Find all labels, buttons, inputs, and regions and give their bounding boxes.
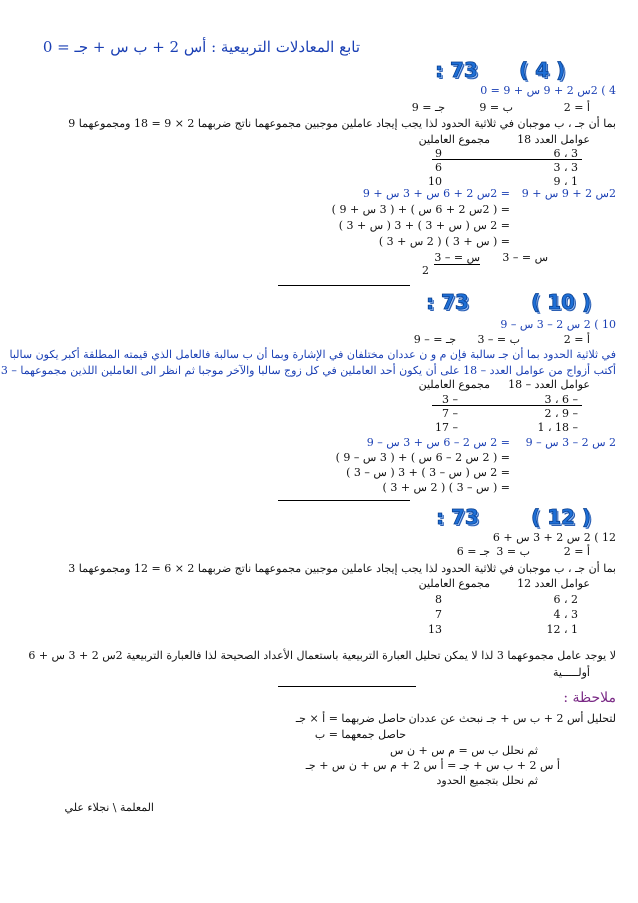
problem-10-pair-row: – 9 ، 2 <box>544 407 578 420</box>
problem-10-pair-row: – 18 ، 1 <box>537 421 578 434</box>
problem-4-coef-c: جـ = 9 <box>411 101 445 114</box>
problem-10-page-badge: : 73 <box>426 290 469 314</box>
problem-10-sum-header: مجموع العاملين <box>418 378 490 391</box>
problem-4-reasoning: بما أن جـ ، ب موجبان في ثلاثية الحدود لذا يجب إيجاد عاملين موجبين مجموعهما ناتج ضربهما 2 × 9 = 18 ومجموعهما 9 <box>68 117 616 130</box>
problem-12-number-badge: ( 12 ) <box>531 505 592 529</box>
section-divider <box>278 285 410 286</box>
problem-12-factors-header: عوامل العدد 12 <box>517 577 590 590</box>
problem-10-coef-c: جـ = – 9 <box>413 333 456 346</box>
table-divider <box>432 405 582 406</box>
note-line-4: أ س 2 + ب س + جـ = أ س 2 + م س + ن س + جـ <box>305 759 560 772</box>
problem-4-equation: 4 ) 2س 2 + 9 س + 9 = 0 <box>480 84 616 97</box>
problem-10-coef-b: ب = – 3 <box>477 333 520 346</box>
problem-12-pair-row: 2 ، 6 <box>553 593 578 606</box>
problem-4-root-2-denominator: 2 <box>422 264 429 277</box>
problem-10-step-2: = ( 2 س 2 – 6 س ) + ( 3 س – 9 ) <box>335 451 510 464</box>
problem-4-sum-header: مجموع العاملين <box>418 133 490 146</box>
problem-10-sum-cell: – 7 <box>442 407 458 420</box>
note-heading: ملاحظة : <box>563 690 616 706</box>
note-line-1-product: حاصل ضربهما = أ × جـ <box>295 712 406 725</box>
problem-4-coef-b: ب = 9 <box>479 101 513 114</box>
problem-4-step-2: = ( 2س 2 + 6 س ) + ( 3 س + 9 ) <box>331 203 510 216</box>
problem-4-sum-cell: 6 <box>435 161 442 174</box>
section-divider <box>278 500 410 501</box>
problem-10-coef-a: أ = 2 <box>563 333 590 346</box>
note-line-5: ثم نحلل بتجميع الحدود <box>436 774 538 787</box>
problem-4-step-1a: 2س 2 + 9 س + 9 <box>521 187 616 200</box>
problem-10-pair-row: – 6 ، 3 <box>544 393 578 406</box>
note-line-2-sum: حاصل جمعهما = ب <box>314 728 406 741</box>
problem-12-prime-label: أولـــــية <box>552 666 590 679</box>
problem-10-step-4: = ( س – 3 ) ( 2 س + 3 ) <box>382 481 510 494</box>
problem-12-coef-b: ب = 3 <box>496 545 530 558</box>
problem-4-number-badge: ( 4 ) <box>519 58 566 82</box>
problem-4-pair-row: 1 ، 9 <box>553 175 578 188</box>
problem-4-step-4: = ( س + 3 ) ( 2 س + 3 ) <box>378 235 510 248</box>
problem-4-coef-a: أ = 2 <box>563 101 590 114</box>
problem-12-coef-c: جـ = 6 <box>456 545 490 558</box>
problem-4-page-badge: : 73 <box>435 58 478 82</box>
problem-12-coef-a: أ = 2 <box>563 545 590 558</box>
problem-12-pair-row: 3 ، 4 <box>553 608 578 621</box>
problem-12-sum-cell: 8 <box>435 593 442 606</box>
problem-4-root-2: س = – 3 <box>434 251 480 264</box>
problem-10-sum-cell: – 3 <box>442 393 458 406</box>
problem-4-pair-row: 3 ، 3 <box>553 161 578 174</box>
problem-10-step-1b: = 2 س 2 – 6 س + 3 س – 9 <box>366 436 510 449</box>
problem-10-reasoning-2: أكتب أزواج من عوامل العدد – 18 على أن يكون أحد العاملين في كل زوج سالبا والآخر موجبا ثم انظر الى العاملين اللذين مجموعهما – 3 <box>0 364 616 377</box>
section-divider <box>278 686 416 687</box>
problem-4-step-3: = 2 س ( س + 3 ) + 3 ( س + 3 ) <box>338 219 510 232</box>
teacher-name: المعلمة \ نجلاء علي <box>64 801 154 814</box>
problem-10-number-badge: ( 10 ) <box>531 290 592 314</box>
problem-10-step-3: = 2 س ( س – 3 ) + 3 ( س – 3 ) <box>346 466 510 479</box>
note-line-3: ثم نحلل ب س = م س + ن س <box>390 744 538 757</box>
problem-12-conclusion: لا يوجد عامل مجموعهما 3 لذا لا يمكن تحليل العبارة التربيعية باستعمال الأعداد الصحيحة لذا فالعبارة التربيعية 2س 2 + 3 س + 6 <box>28 649 616 662</box>
note-line-1: لتحليل أس 2 + ب س + جـ نبحث عن عددان <box>408 712 616 725</box>
problem-12-page-badge: : 73 <box>436 505 479 529</box>
problem-10-factors-header: عوامل العدد – 18 <box>508 378 590 391</box>
problem-4-factors-header: عوامل العدد 18 <box>517 133 590 146</box>
problem-10-equation: 10 ) 2 س 2 – 3 س – 9 <box>500 318 616 331</box>
problem-10-step-1a: 2 س 2 – 3 س – 9 <box>525 436 616 449</box>
problem-10-sum-cell: – 17 <box>435 421 458 434</box>
page-title: تابع المعادلات التربيعية : أس 2 + ب س + جـ = 0 <box>42 38 360 56</box>
problem-12-sum-header: مجموع العاملين <box>418 577 490 590</box>
problem-4-pair-row: 3 ، 6 <box>553 147 578 160</box>
problem-4-sum-cell: 10 <box>428 175 442 188</box>
problem-12-pair-row: 1 ، 12 <box>546 623 578 636</box>
problem-4-root-1: س = – 3 <box>502 251 548 264</box>
problem-12-sum-cell: 13 <box>428 623 442 636</box>
problem-12-equation: 12 ) 2 س 2 + 3 س + 6 <box>492 531 616 544</box>
problem-4-sum-cell: 9 <box>435 147 442 160</box>
table-divider <box>432 159 582 160</box>
problem-12-reasoning: بما أن جـ ، ب موجبان في ثلاثية الحدود لذا يجب إيجاد عاملين موجبين مجموعهما ناتج ضربهما 2 × 6 = 12 ومجموعهما 3 <box>68 562 616 575</box>
problem-12-sum-cell: 7 <box>435 608 442 621</box>
problem-4-step-1b: = 2س 2 + 6 س + 3 س + 9 <box>362 187 510 200</box>
problem-10-reasoning: في ثلاثية الحدود بما أن جـ سالبة فإن م و ن عددان مختلفان في الإشارة وبما أن ب سالبة فالعامل الذي قيمته المطلقة أكبر يكون سالبا <box>9 348 616 361</box>
